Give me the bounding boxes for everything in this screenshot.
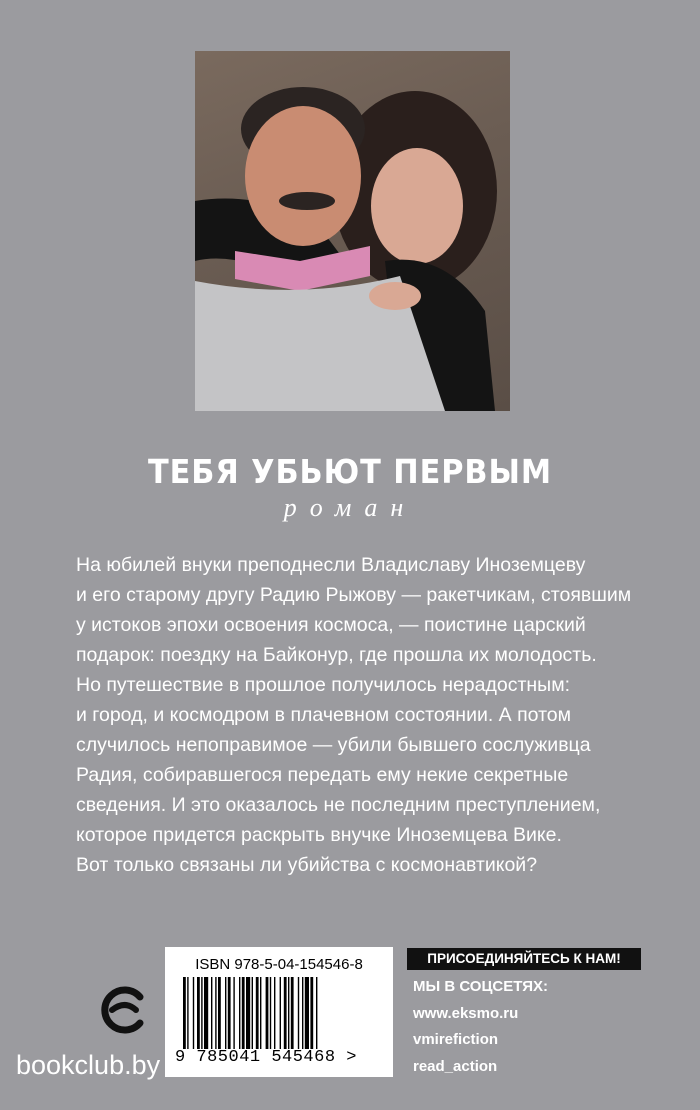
barcode-bar [274,977,275,1049]
social-link-site[interactable]: www.eksmo.ru [413,1004,519,1022]
description-line: и его старому другу Радию Рыжову — ракетчикам, стоявшим [76,584,632,606]
description-line: На юбилей внуки преподнесли Владиславу Иноземцеву [76,554,586,576]
book-description [76,550,636,880]
barcode-digits: 9 785041 545468 > [175,1048,357,1067]
barcode-bars [183,977,375,1049]
barcode-bar [256,977,259,1049]
barcode-bar [201,977,202,1049]
barcode-bar [288,977,289,1049]
barcode-bar [260,977,261,1049]
description-line: которое придется раскрыть внучке Иноземцева Вике. [76,824,562,846]
social-link-read-action[interactable]: read_action [413,1057,498,1075]
author-photo [195,51,510,411]
barcode-bar [280,977,281,1049]
description-line: подарок: поездку на Байконур, где прошла их молодость. [76,644,597,666]
barcode-bar [218,977,221,1049]
barcode-bar [228,977,231,1049]
barcode-bar [197,977,200,1049]
description-line: Но путешествие в прошлое получилось нерадостным: [76,674,571,696]
description-line: сведения. И это оказалось не последним преступлением, [76,794,601,816]
barcode-bar [204,977,208,1049]
barcode-bar [233,977,234,1049]
barcode-bar [183,977,186,1049]
isbn-barcode [165,947,393,1077]
barcode-bar [242,977,245,1049]
barcode-bar [211,977,212,1049]
barcode-bar [310,977,313,1049]
barcode-bar [291,977,294,1049]
barcode-bar [225,977,226,1049]
barcode-bar [305,977,309,1049]
description-line: Радия, собиравшегося передать ему некие секретные [76,764,569,786]
barcode-bar [187,977,188,1049]
description-line: случилось непоправимое — убили бывшего сослуживца [76,734,591,756]
description-line: у истоков эпохи освоения космоса, — поистине царский [76,614,586,636]
barcode-bar [284,977,287,1049]
barcode-bar [215,977,216,1049]
watermark: bookclub.by [16,1050,161,1080]
barcode-bar [270,977,271,1049]
social-header: ПРИСОЕДИНЯЙТЕСЬ К НАМ! [407,948,641,970]
barcode-bar [302,977,303,1049]
social-link-vmirefiction[interactable]: vmirefiction [413,1031,499,1048]
publisher-logo-icon [100,985,148,1040]
description-line: Вот только связаны ли убийства с космонавтикой? [76,854,538,876]
barcode-bar [266,977,269,1049]
description-line: и город, и космодром в плачевном состоянии. А потом [76,704,572,726]
social-links [413,974,548,1080]
isbn-number: ISBN 978-5-04-154546-8 [195,956,363,973]
book-title: ТЕБЯ УБЬЮТ ПЕРВЫМ [148,452,552,491]
barcode-bar [246,977,250,1049]
book-subtitle: роман [283,493,417,522]
barcode-bar [252,977,253,1049]
social-label: МЫ В СОЦСЕТЯХ: [413,978,549,995]
barcode-bar [316,977,317,1049]
barcode-bar [193,977,194,1049]
barcode-bar [298,977,299,1049]
barcode-bar [239,977,240,1049]
